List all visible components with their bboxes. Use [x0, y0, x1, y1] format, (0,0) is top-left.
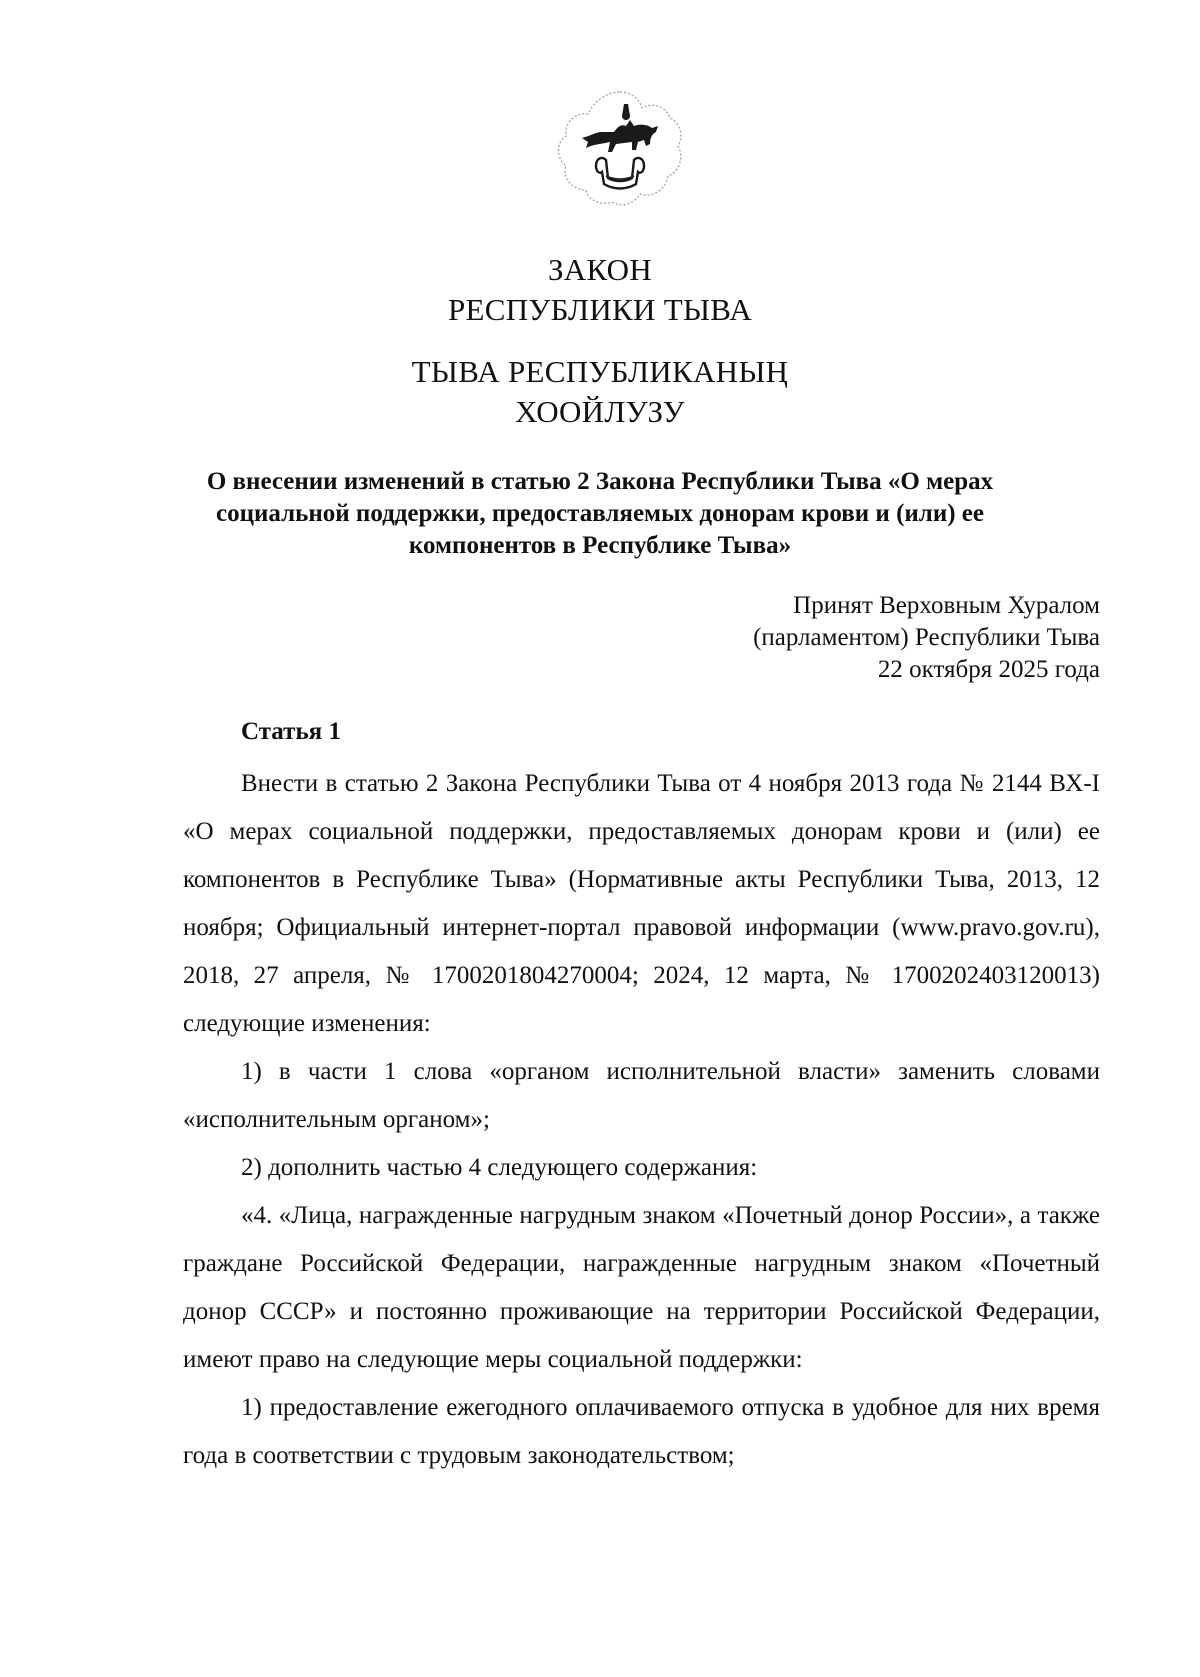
title-line: ХООЙЛУЗУ — [515, 394, 685, 429]
article-heading: Статья 1 — [241, 718, 341, 745]
article-paragraph: 1) в части 1 слова «органом исполнительной власти» заменить словами «исполнительным органом»; — [183, 1058, 1100, 1133]
adoption-line: Принят Верховным Хуралом — [793, 592, 1100, 619]
adoption-note — [580, 590, 1100, 686]
adoption-line: (парламентом) Республики Тыва — [753, 624, 1100, 651]
article-paragraph: Внести в статью 2 Закона Республики Тыва от 4 ноября 2013 года № 2144 ВХ-I «О мерах социальной поддержки, предоставляемых донорам крови и (или) ее компонентов в Республике Тыва» (Нормативные акты Республики Тыва, 2013, 12 ноября; Официальный интернет-портал правовой информации (www.pravo.gov.ru), 2018, 27 апреля, № 1700201804270004; 2024, 12 марта, № 1700202403120013) следующие изменения: — [183, 770, 1100, 1037]
law-subject: О внесении изменений в статью 2 Закона Республики Тыва «О мерах социальной поддержки, предоставляемых донорам крови и (или) ее компонентов в Республике Тыва» — [206, 468, 994, 559]
article-paragraph: «4. «Лица, награжденные нагрудным знаком «Почетный донор России», а также граждане Российской Федерации, награжденные нагрудным знаком «Почетный донор СССР» и постоянно проживающие на территории Российской Федерации, имеют право на следующие меры социальной поддержки: — [183, 1202, 1100, 1373]
article-paragraph: 2) дополнить частью 4 следующего содержания: — [241, 1154, 758, 1181]
article-body — [183, 760, 1100, 1480]
tuva-coat-of-arms-icon — [552, 86, 688, 212]
title-line: РЕСПУБЛИКИ ТЫВА — [447, 292, 753, 327]
law-title-russian — [0, 250, 1200, 330]
adoption-date: 22 октября 2025 года — [877, 656, 1100, 683]
law-title-tuvan — [0, 352, 1200, 432]
title-line: ЗАКОН — [547, 252, 653, 287]
title-line: ТЫВА РЕСПУБЛИКАНЫҢ — [411, 354, 789, 389]
article-paragraph: 1) предоставление ежегодного оплачиваемого отпуска в удобное для них время года в соответствии с трудовым законодательством; — [183, 1394, 1100, 1469]
